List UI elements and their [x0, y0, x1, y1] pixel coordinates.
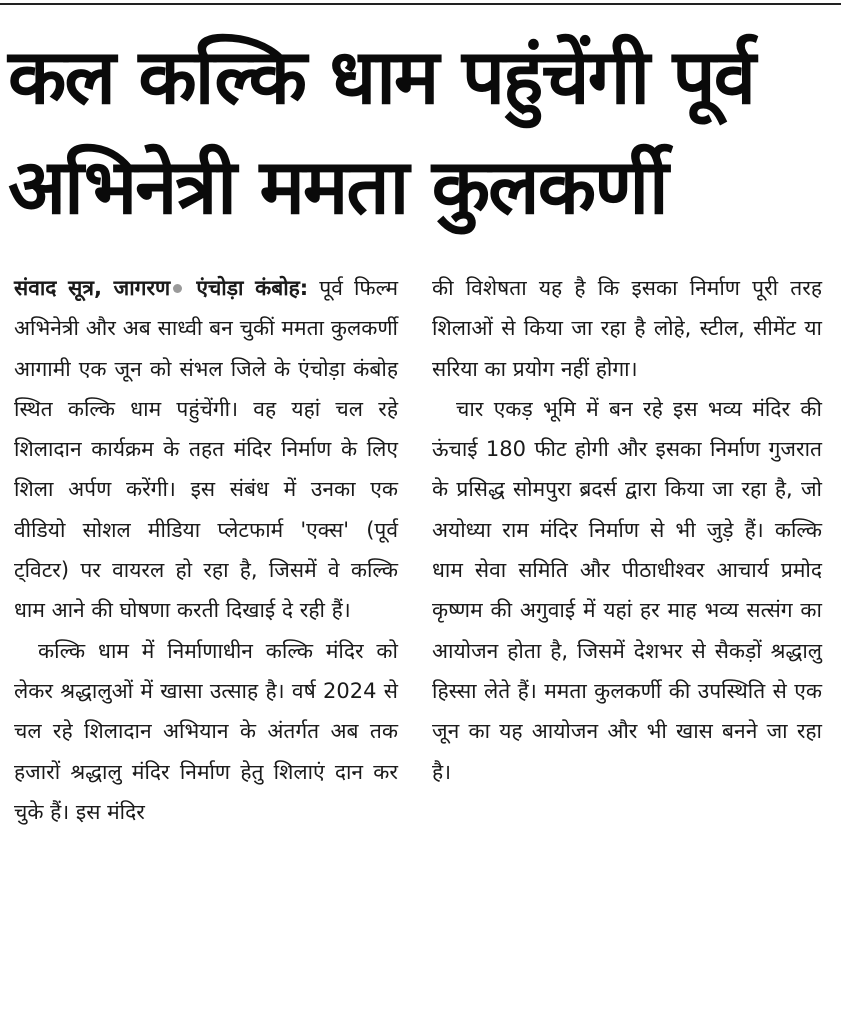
top-rule [0, 3, 841, 5]
headline-line-2: अभिनेत्री ममता कुलकर्णी [8, 142, 667, 231]
article-column-left [14, 268, 398, 832]
dateline-place: एंचोड़ा कंबोह: [196, 276, 309, 300]
article-column-right [432, 268, 822, 792]
paragraph-2: कल्कि धाम में निर्माणाधीन कल्कि मंदिर को लेकर श्रद्धालुओं में खासा उत्साह है। वर्ष 2024 से चल रहे शिलादान अभियान के अंतर्गत अब तक हजारों श्रद्धालु मंदिर निर्माण हेतु शिलाएं दान कर चुके हैं। इस मंदिर [14, 638, 398, 824]
paragraph-3: की विशेषता यह है कि इसका निर्माण पूरी तरह शिलाओं से किया जा रहा है लोहे, स्टील, सीमेंट या सरिया का प्रयोग नहीं होगा। [432, 276, 822, 381]
paragraph-4: चार एकड़ भूमि में बन रहे इस भव्य मंदिर की ऊंचाई 180 फीट होगी और इसका निर्माण गुजरात के प्रसिद्ध सोमपुरा ब्रदर्स द्वारा किया जा रहा है, जो अयोध्या राम मंदिर निर्माण से भी जुड़े हैं। कल्कि धाम सेवा समिति और पीठाधीश्वर आचार्य प्रमोद कृष्णम की अगुवाई में यहां हर माह भव्य सत्संग का आयोजन होता है, जिसमें देशभर से सैकड़ों श्रद्धालु हिस्सा लेते हैं। ममता कुलकर्णी की उपस्थिति से एक जून का यह आयोजन और भी खास बनने जा रहा है। [432, 396, 822, 784]
headline [8, 22, 833, 242]
first-paragraph [14, 268, 398, 631]
dateline-bullet-icon [173, 284, 182, 293]
dateline-source: संवाद सूत्र, जागरण [14, 276, 171, 300]
headline-line-1: कल कल्कि धाम पहुंचेंगी पूर्व [8, 32, 754, 121]
paragraph-1-text: पूर्व फिल्म अभिनेत्री और अब साध्वी बन चुकीं ममता कुलकर्णी आगामी एक जून को संभल जिले के एंचोड़ा कंबोह स्थित कल्कि धाम पहुंचेंगी। वह यहां चल रहे शिलादान कार्यक्रम के तहत मंदिर निर्माण के लिए शिला अर्पण करेंगी। इस संबंध में उनका एक वीडियो सोशल मीडिया प्लेटफार्म 'एक्स' (पूर्व ट्विटर) पर वायरल हो रहा है, जिसमें वे कल्कि धाम आने की घोषणा करती दिखाई दे रही हैं। [14, 276, 399, 623]
